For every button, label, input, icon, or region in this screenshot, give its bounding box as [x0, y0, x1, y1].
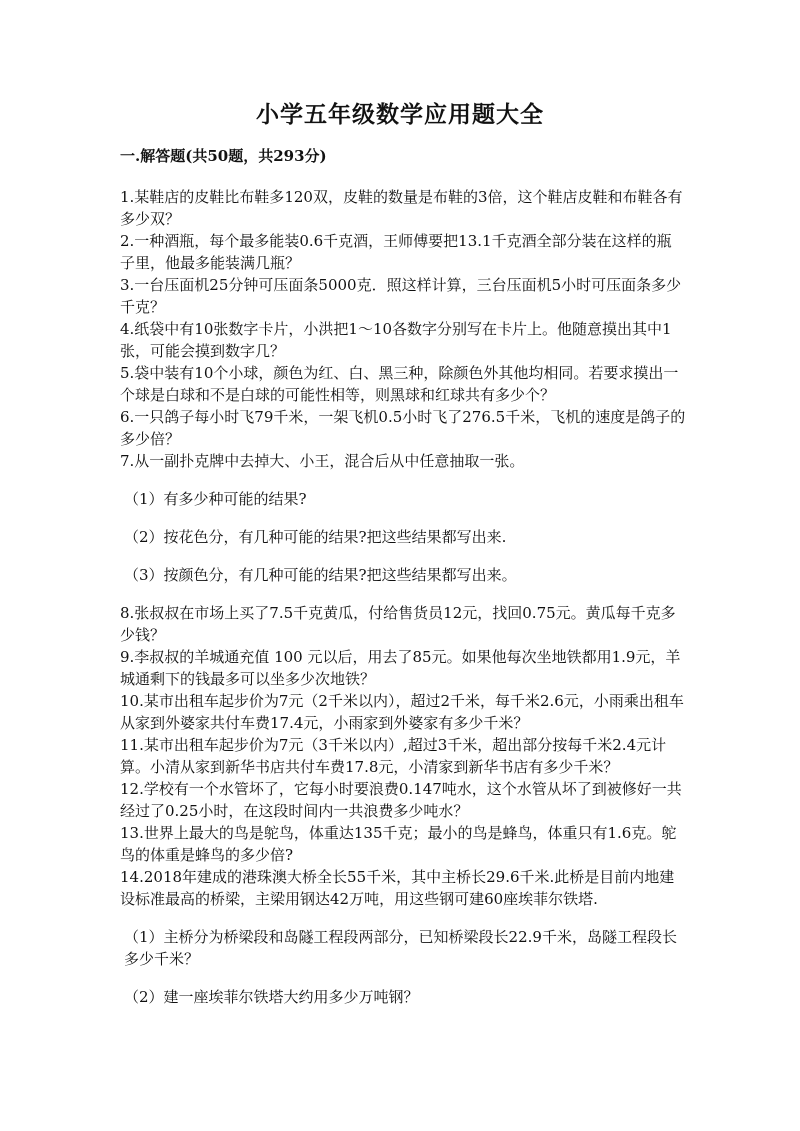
question-11: 11.某市出租车起步价为7元（3千米以内）,超过3千米，超出部分按每千米2.4元计算。小清从家到新华书店共付车费17.8元，小清家到新华书店有多少千米？ — [120, 736, 667, 776]
question-10: 10.某市出租车起步价为7元（2千米以内），超过2千米，每千米2.6元，小雨乘出租车从家到外婆家共付车费17.4元，小雨家到外婆家有多少千米？ — [120, 692, 684, 732]
question-9: 9.李叔叔的羊城通充值 100 元以后，用去了85元。如果他每次坐地铁都用1.9元，羊城通剩下的钱最多可以坐多少次地铁？ — [120, 648, 681, 688]
question-7-part-2: （2）按花色分，有几种可能的结果?把这些结果都写出来. — [124, 528, 507, 546]
question-8: 8.张叔叔在市场上买了7.5千克黄瓜，付给售货员12元，找回0.75元。黄瓜每千克多少钱？ — [120, 604, 676, 644]
page-title: 小学五年级数学应用题大全 — [256, 101, 544, 128]
question-7-part-3: （3）按颜色分，有几种可能的结果?把这些结果都写出来。 — [124, 566, 517, 584]
question-list — [120, 186, 686, 1008]
question-6: 6.一只鸽子每小时飞79千米，一架飞机0.5小时飞了276.5千米，飞机的速度是鸽子的多少倍？ — [120, 408, 686, 448]
question-7-part-1: （1）有多少种可能的结果? — [124, 490, 307, 508]
question-14-part-2: （2）建一座埃菲尔铁塔大约用多少万吨钢？ — [124, 988, 419, 1006]
section-heading: 一.解答题(共50题，共293分) — [120, 147, 327, 165]
question-7: 7.从一副扑克牌中去掉大、小王，混合后从中任意抽取一张。 — [120, 452, 525, 470]
question-3: 3.一台压面机25分钟可压面条5000克．照这样计算，三台压面机5小时可压面条多少千克？ — [120, 276, 682, 316]
question-14: 14.2018年建成的港珠澳大桥全长55千米，其中主桥长29.6千米.此桥是目前内地建设标准最高的桥梁，主梁用钢达42万吨，用这些钢可建60座埃菲尔铁塔. — [120, 868, 675, 908]
question-4: 4.纸袋中有10张数字卡片，小洪把1～10各数字分别写在卡片上。他随意摸出其中1张，可能会摸到数字几？ — [120, 320, 672, 360]
question-1: 1.某鞋店的皮鞋比布鞋多120双，皮鞋的数量是布鞋的3倍，这个鞋店皮鞋和布鞋各有多少双？ — [120, 188, 683, 228]
question-13: 13.世界上最大的鸟是鸵鸟，体重达135千克；最小的鸟是蜂鸟，体重只有1.6克。鸵鸟的体重是蜂鸟的多少倍? — [120, 824, 677, 864]
question-2: 2.一种酒瓶，每个最多能装0.6千克酒，王师傅要把13.1千克酒全部分装在这样的瓶子里，他最多能装满几瓶？ — [120, 232, 672, 272]
question-12: 12.学校有一个水管坏了，它每小时要浪费0.147吨水，这个水管从坏了到被修好一共经过了0.25小时，在这段时间内一共浪费多少吨水？ — [120, 780, 682, 820]
question-5: 5.袋中装有10个小球，颜色为红、白、黑三种，除颜色外其他均相同。若要求摸出一个球是白球和不是白球的可能性相等，则黑球和红球共有多少个？ — [120, 364, 679, 404]
question-14-part-1: （1）主桥分为桥梁段和岛隧工程段两部分，已知桥梁段长22.9千米，岛隧工程段长多少千米？ — [124, 928, 677, 968]
